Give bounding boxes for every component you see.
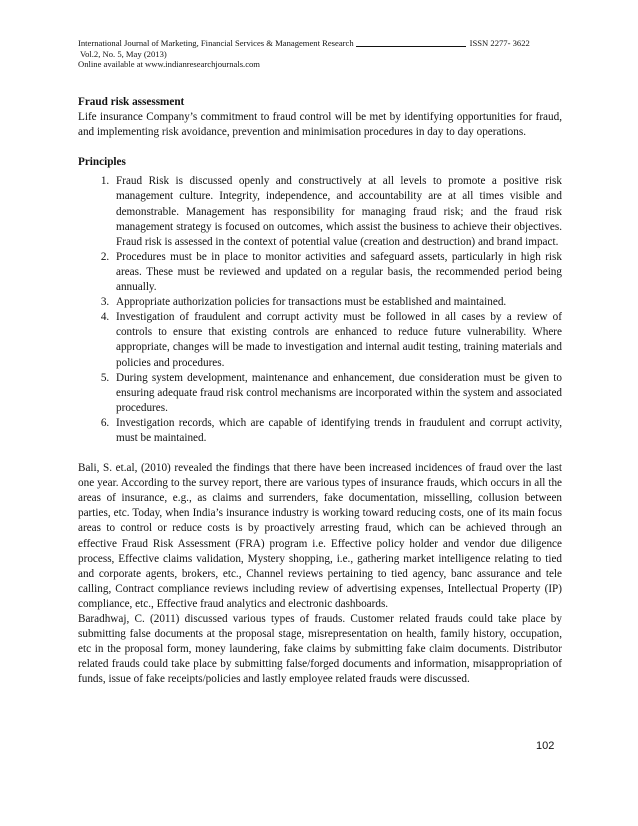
- list-item: 5. During system development, maintenance and enhancement, due consideration must be given to ensuring adequate fraud risk control mechanisms are incorporated within the system and associated procedures.: [112, 371, 562, 416]
- section-heading-fraud-risk: Fraud risk assessment: [78, 96, 185, 108]
- header-line-1: [78, 38, 568, 49]
- page-number: 102: [536, 740, 555, 752]
- journal-title: International Journal of Marketing, Financial Services & Management Research: [78, 38, 354, 48]
- spacer: [78, 446, 562, 461]
- list-item: 4. Investigation of fraudulent and corrupt activity must be followed in all cases by a review of controls to ensure that existing controls are enhanced to reduce future vulnerability. Where appropriate, changes will be made to investigation and internal audit testing, training materials and policies and procedures.: [112, 310, 562, 370]
- spacer: [78, 140, 562, 155]
- page-body: [78, 95, 562, 687]
- issn: ISSN 2277- 3622: [469, 38, 530, 48]
- list-item: 1. Fraud Risk is discussed openly and constructively at all levels to promote a positive risk management culture. Integrity, independence, and accountability are at all times visible and demonstrable. Management has responsibility for managing fraud risk; and the fraud risk management strategy is focused on outcomes, which assist the business to achieve their objectives. Fraud risk is assessed in the context of potential value (creation and destruction) and brand impact.: [112, 174, 562, 249]
- section-text-fraud-risk: Life insurance Company’s commitment to fraud control will be met by identifying opportunities for fraud, and implementing risk avoidance, prevention and minimisation procedures in day to day operations.: [78, 111, 562, 139]
- list-item: 6. Investigation records, which are capable of identifying trends in fraudulent and corrupt activity, must be maintained.: [112, 416, 562, 446]
- online-availability: Online available at www.indianresearchjournals.com: [78, 59, 260, 70]
- list-item: 2. Procedures must be in place to monitor activities and safeguard assets, particularly in high risk areas. These must be reviewed and updated on a regular basis, the recommended period being annually.: [112, 250, 562, 295]
- section-heading-principles: Principles: [78, 156, 126, 169]
- running-header: [78, 38, 568, 70]
- paragraph-bali: Bali, S. et.al, (2010) revealed the findings that there have been increased incidences of fraud over the last one year. According to the survey report, there are various types of insurance frauds, which occurs in all the areas of insurance, e.g., as claims and surrenders, fake documentation, misselling, collusion between parties, etc. Today, when India’s insurance industry is working toward reducing costs, one of its main focus areas to control or reduce costs is by proactively arresting fraud, which can be achieved through an effective Fraud Risk Assessment (FRA) program i.e. Effective policy holder and vendor due diligence process, Effective claims validation, Mystery shopping, i.e., gathering market intelligence relating to tied and corporate agents, brokers, etc., Channel reviews pertaining to tied agency, banc assurance and tele calling, Contract compliance reviews including review of advertising expenses, Intellectual Property (IP) compliance, etc., Effective fraud analytics and electronic dashboards.: [78, 462, 562, 610]
- list-item: 3. Appropriate authorization policies for transactions must be established and maintained.: [112, 295, 562, 310]
- paragraph-baradhwaj: Baradhwaj, C. (2011) discussed various types of frauds. Customer related frauds could take place by submitting false documents at the proposal stage, misrepresentation on health, family history, occupation, etc in the proposal form, money laundering, fake claims by submitting fake claim documents. Distributor related frauds could take place by submitting false/forged documents and information, misappropriation of funds, issue of fake receipts/policies and lastly employee related frauds were discussed.: [78, 613, 562, 686]
- principles-list: [78, 174, 562, 446]
- header-rule: [356, 38, 466, 47]
- volume-info: Vol.2, No. 5, May (2013): [80, 48, 167, 59]
